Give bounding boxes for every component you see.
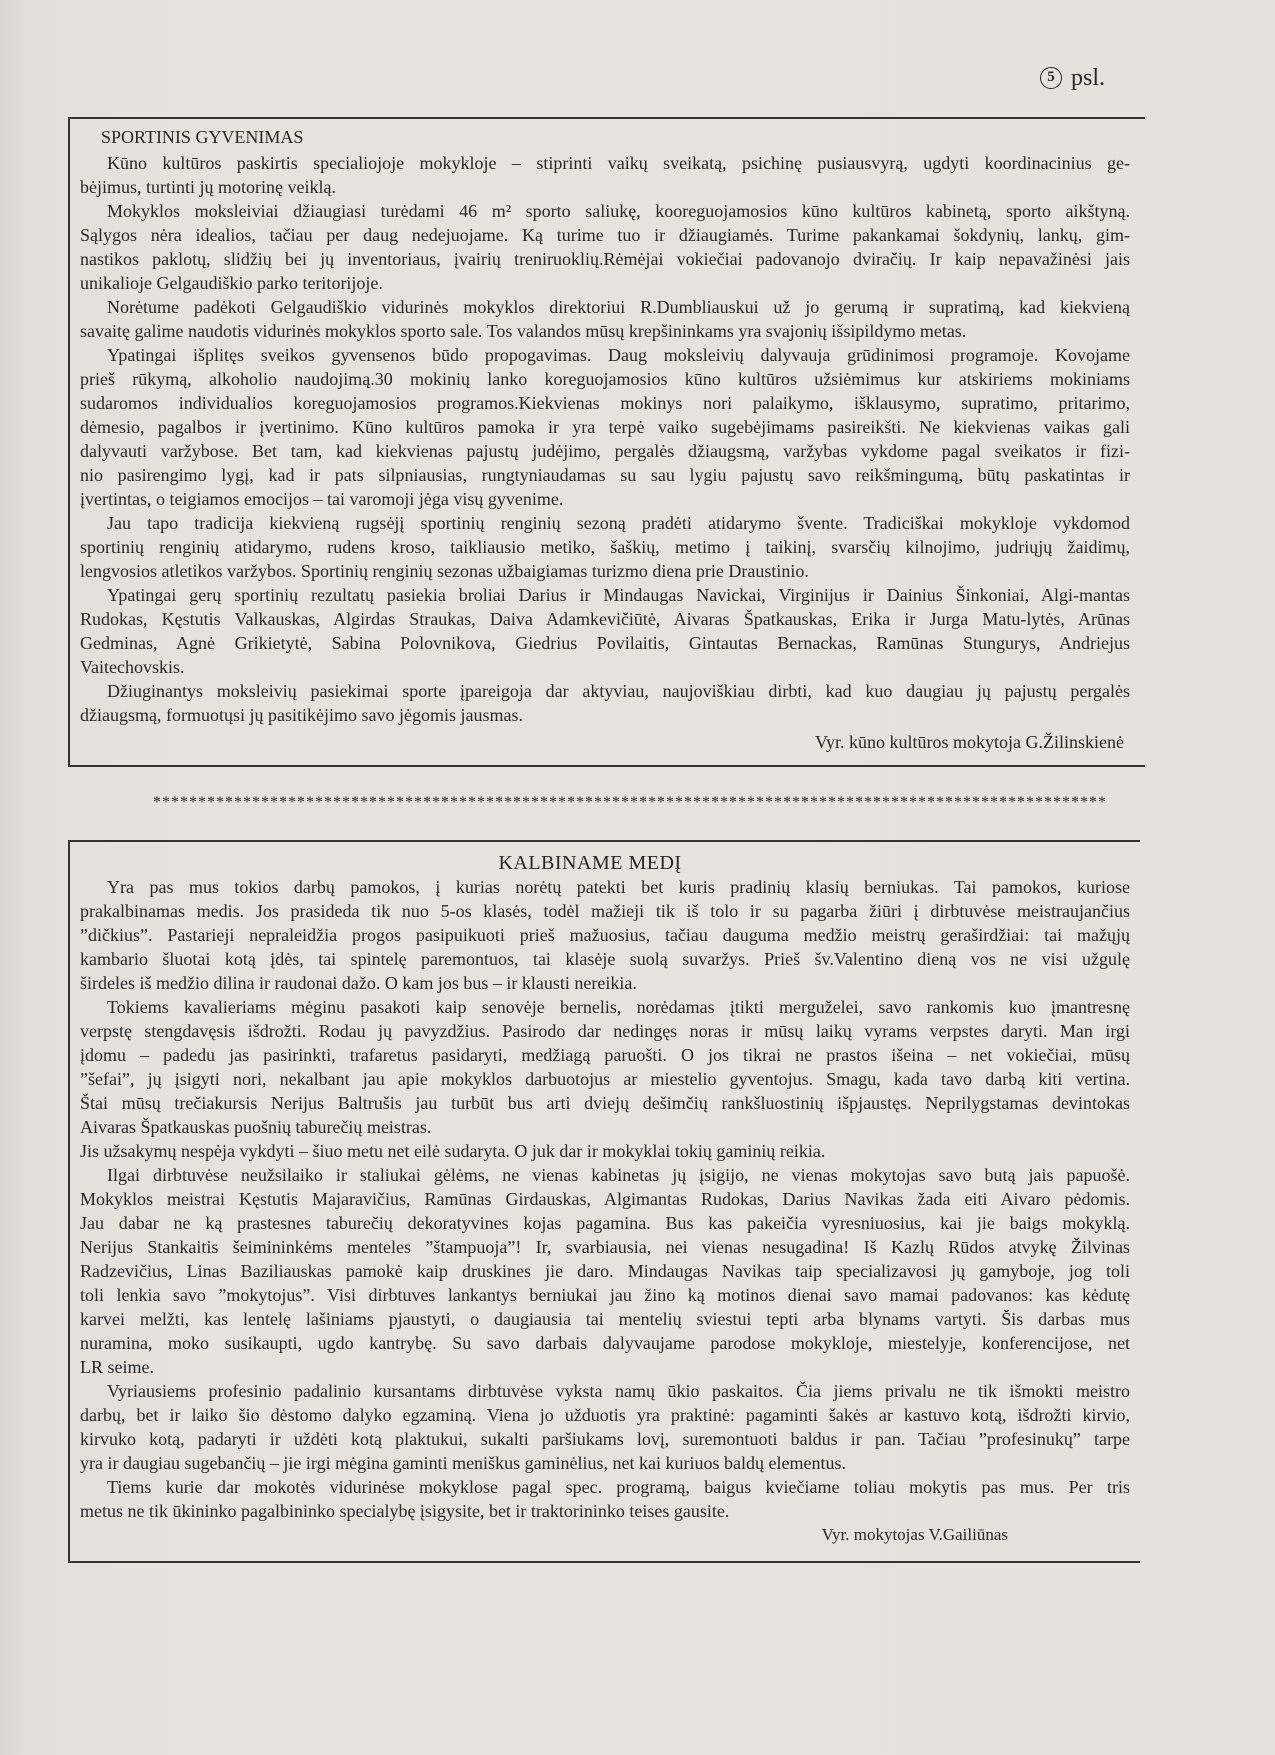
text-line: dėmesio, pagalbos ir įvertinimo. Kūno kultūros pamoka ir yra terpė vaiko sugebėjimams pasireikšti. Ne kiekvienas vaikas gali — [80, 417, 1130, 437]
text-line: prakalbinamas medis. Jos prasideda tik nuo 5-os klasės, todėl mažieji tik iš tolo ir su pagarba žiūri į dirbtuvėse meistraujančius — [80, 901, 1130, 921]
text-line: kirvuko kotą, padaryti ir uždėti kotą plaktukui, sukalti paršiukams lovį, suremontuoti baldus ir pan. Tačiau ”profesinukų” tarpe — [80, 1429, 1130, 1449]
text-line: Yra pas mus tokios darbų pamokos, į kurias norėtų patekti bet kuris pradinių klasių berniukas. Tai pamokos, kuriose — [107, 877, 1130, 897]
text-line: Nerijus Stankaitis šeimininkėms menteles ”štampuoja”! Ir, svarbiausia, nei vienas nesugadina! Iš Kazlų Rūdos atvykę Žilvinas — [80, 1237, 1130, 1257]
text-line: Ilgai dirbtuvėse neužsilaiko ir staliukai gėlėms, ne vienas kabinetas jų įsigijo, ne vienas mokytojas savo butą jais papuošė. — [107, 1165, 1130, 1185]
text-line: Kūno kultūros paskirtis specialiojoje mokykloje – stiprinti vaikų sveikatą, psichinę pusiausvyrą, ugdyti koordinacinius ge- — [107, 153, 1130, 173]
text-line: Norėtume padėkoti Gelgaudiškio vidurinės mokyklos direktoriui R.Dumbliauskui už jo gerumą ir supratimą, kad kiekvieną — [107, 297, 1130, 317]
text-line: įdomu – padedu jas pasirinkti, trafaretus pasidaryti, medžiagą paruošti. O jos tikrai ne prastos išeina – net vokiečiai, mūsų — [80, 1045, 1130, 1065]
paragraph — [80, 1379, 1130, 1475]
paragraph — [80, 875, 1130, 995]
text-line: LR seime. — [80, 1357, 154, 1377]
text-line: Mokyklos moksleiviai džiaugiasi turėdami 46 m² sporto saliukę, kooreguojamosios kūno kultūros kabinetą, sporto aikštyną. — [107, 201, 1130, 221]
text-line: širdeles iš medžio dilina ir raudonai dažo. O kam jos bus – ir klausti nereikia. — [80, 973, 637, 993]
article-signature: Vyr. mokytojas V.Gailiūnas — [821, 1525, 1008, 1544]
asterisk-separator: ********************************************************************************************************** — [153, 794, 1107, 811]
paragraph — [80, 1139, 1130, 1163]
text-line: dalyvauti varžybose. Bet tam, kad kiekvienas pajustų judėjimo, pergalės džiaugsmą, varžybas vykdome pagal sveikatos ir fizi- — [80, 441, 1130, 461]
text-line: Aivaras Špatkauskas puošnių taburečių meistras. — [80, 1117, 432, 1137]
text-line: savaitę galime naudotis vidurinės mokyklos sporto sale. Tos valandos mūsų krepšininkams yra svajonių išsipildymo metas. — [80, 321, 967, 341]
paragraph — [80, 343, 1130, 511]
text-line: nastikos paklotų, slidžių bei jų inventoriaus, įvairių treniruoklių.Rėmėjai vokiečiai padovanojo dviračių. Ir kaip nepavažinėsi jais — [80, 249, 1130, 269]
text-line: Sąlygos nėra idealios, tačiau per daug nedejuojame. Ką turime tuo ir džiaugiamės. Turime pakankamai šokdynių, lankų, gim- — [80, 225, 1130, 245]
article-title: KALBINAME MEDĮ — [498, 852, 682, 874]
text-line: kambario šluotai kotą įdės, tai spintelę paremontuos, tai klasėje suolą suvaržys. Prieš šv.Valentino dieną vos ne visi užgulę — [80, 949, 1130, 969]
page-number-circle: 5 — [1040, 67, 1062, 89]
text-line: nio pasirengimo lygį, kad ir pats silpniausias, rungtyniaudamas su sau lygiu pajustų savo reikšmingumą, būtų paskatintas ir — [80, 465, 1130, 485]
text-line: sudaromos individualios koreguojamosios programos.Kiekvienas mokinys nori palaikymo, išklausymo, supratimo, pritarimo, — [80, 393, 1130, 413]
text-line: Ypatingai išplitęs sveikos gyvensenos būdo propogavimas. Daug moksleivių dalyvauja grūdinimosi programoje. Kovojame — [107, 345, 1130, 365]
text-line: Vaitechovskis. — [80, 657, 185, 677]
text-line: Tiems kurie dar mokotės vidurinėse mokyklose pagal spec. programą, baigus kviečiame toliau mokytis pas mus. Per tris — [107, 1477, 1130, 1497]
text-line: darbų, bet ir laiko šio dėstomo dalyko egzaminą. Viena jo užduotis yra praktinė: pagaminti šakės ar kastuvo kotą, išdrožti kirvio, — [80, 1405, 1130, 1425]
text-line: Vyriausiems profesinio padalinio kursantams dirbtuvėse vyksta namų ūkio paskaitos. Čia jiems privalu ne tik išmokti meistro — [107, 1381, 1130, 1401]
text-line: toli lenkia savo ”mokytojus”. Visi dirbtuves lankantys berniukai jau žino ką motinos dienai savo mamai padovanos: kas kėdutę — [80, 1285, 1130, 1305]
paragraph — [80, 583, 1130, 679]
text-line: unikalioje Gelgaudiškio parko teritorijoje. — [80, 273, 383, 293]
text-line: nuramina, moko susikaupti, ugdo kantrybę. Su savo darbais dalyvaujame parodose mokykloje, miestelyje, konferencijose, net — [80, 1333, 1130, 1353]
paragraph — [80, 151, 1130, 199]
paragraph — [80, 1475, 1130, 1523]
text-line: metus ne tik ūkininko pagalbininko specialybę įsigysite, bet ir traktorininko teises gausite. — [80, 1501, 730, 1521]
text-line: Rudokas, Kęstutis Valkauskas, Algirdas Straukas, Daiva Adamkevičiūtė, Aivaras Špatkauskas, Erika ir Jurga Matu-lytės, Arūnas — [80, 609, 1130, 629]
text-line: Mokyklos meistrai Kęstutis Majaravičius, Ramūnas Girdauskas, Algimantas Rudokas, Darius Navikas žada eiti Aivaro pėdomis. — [80, 1189, 1130, 1209]
article-body — [80, 851, 1130, 1547]
text-line: Štai mūsų trečiakursis Nerijus Baltrušis jau turbūt bus arti dviejų dešimčių rankšluostinių išpjaustęs. Neprilygstamas devintokas — [80, 1093, 1130, 1113]
text-line: Gedminas, Agnė Grikietytė, Sabina Polovnikova, Giedrius Povilaitis, Gintautas Bernackas, Ramūnas Stungurys, Andriejus — [80, 633, 1130, 653]
paragraph — [80, 511, 1130, 583]
paragraph — [80, 995, 1130, 1139]
text-line: Jau dabar ne ką prastesnes taburečių dekoratyvines kojas pagamina. Bus kas pakeičia vyresniuosius, kai jie baigs mokyklą. — [80, 1213, 1130, 1233]
article-box-woodwork — [68, 840, 1140, 1563]
paragraph — [80, 679, 1130, 727]
text-line: džiaugsmą, formuotųsi jų pasitikėjimo savo jėgomis jausmas. — [80, 705, 523, 725]
text-line: ”dičkius”. Pastarieji nepraleidžia progos pasipuikuoti prieš mažuosius, tačiau dauguma medžio meistrų geraširdžiai: tai mažųjų — [80, 925, 1130, 945]
text-line: Jau tapo tradicija kiekvieną rugsėjį sportinių renginių sezoną pradėti atidarymo švente. Tradiciškai mokykloje vykdomod — [107, 513, 1130, 533]
paragraph — [80, 199, 1130, 295]
text-line: įvertintas, o teigiamos emocijos – tai varomoji jėga visų gyvenime. — [80, 489, 564, 509]
text-line: Radzevičius, Linas Baziliauskas pamokė kaip druskines jie daro. Mindaugas Navikas taip specializavosi jų gamyboje, jog toli — [80, 1261, 1130, 1281]
text-line: karvei melžti, kas lentelę lašiniams pjaustyti, o daugiausia tai mentelių sviestui tepti arba blynams vartyti. Šis darbas mus — [80, 1309, 1130, 1329]
text-line: Džiuginantys moksleivių pasiekimai sporte įpareigoja dar aktyviau, naujoviškiau dirbti, kad kuo daugiau jų pajustų pergalės — [107, 681, 1130, 701]
text-line: bėjimus, turtinti jų motorinę veiklą. — [80, 177, 336, 197]
page-number-label: psl. — [1071, 65, 1106, 91]
paragraph — [80, 1163, 1130, 1379]
page-number — [1040, 64, 1105, 92]
text-line: prieš rūkymą, alkoholio naudojimą.30 mokinių lanko koreguojamosios kūno kultūros užsiėmimus kur atskiriems mokiniams — [80, 369, 1130, 389]
paragraph — [80, 295, 1130, 343]
article-box-sports — [68, 117, 1145, 767]
article-signature: Vyr. kūno kultūros mokytoja G.Žilinskienė — [815, 732, 1124, 752]
text-line: Jis užsakymų nespėja vykdyti – šiuo metu net eilė sudaryta. O juk dar ir mokyklai tokių gaminių reikia. — [80, 1141, 826, 1161]
text-line: yra ir daugiau sugebančių – jie irgi mėgina gaminti meniškus gaminėlius, net kai kuriuos baldų elementus. — [80, 1453, 847, 1473]
article-title: SPORTINIS GYVENIMAS — [101, 127, 304, 147]
text-line: Tokiems kavalieriams mėginu pasakoti kaip senovėje bernelis, norėdamas įtikti merguželei, savo rankomis kuo įmantresnę — [107, 997, 1130, 1017]
article-body — [80, 125, 1130, 754]
text-line: lengvosios atletikos varžybos. Sportinių renginių sezonas užbaigiamas turizmo diena prie Draustinio. — [80, 561, 809, 581]
text-line: verpstę stengdavęsis išdrožti. Rodau jų pavyzdžius. Pasirodo dar nedingęs noras ir mūsų laikų vyrams verpstes daryti. Man irgi — [80, 1021, 1130, 1041]
text-line: ”šefai”, jų įsigyti nori, nekalbant jau apie mokyklos darbuotojus ar miestelio gyventojus. Smagu, kada tavo darbą kiti vertina. — [80, 1069, 1130, 1089]
text-line: sportinių renginių atidarymo, rudens kroso, taikliausio metiko, šaškių, metimo į taikinį, svarsčių kilnojimo, judriųjų žaidimų, — [80, 537, 1130, 557]
text-line: Ypatingai gerų sportinių rezultatų pasiekia broliai Darius ir Mindaugas Navickai, Virginijus ir Dainius Šinkoniai, Algi-mantas — [107, 585, 1130, 605]
